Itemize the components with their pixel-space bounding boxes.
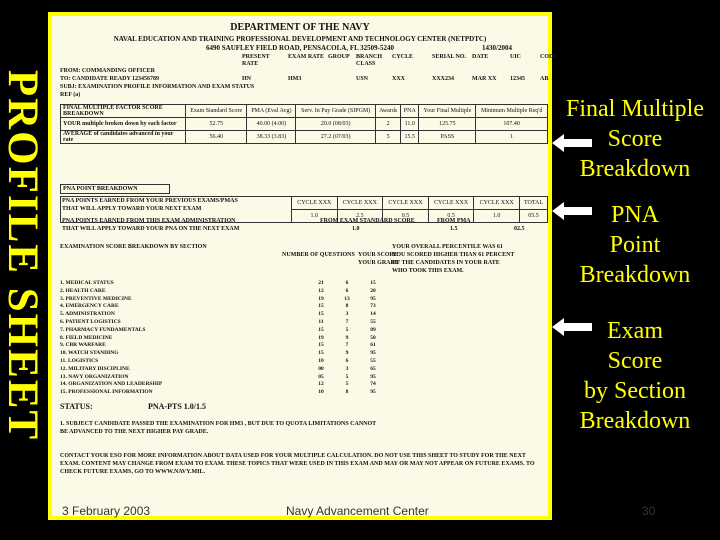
topic-row xyxy=(60,389,386,395)
topic-grade: 55 xyxy=(370,358,376,364)
footer-date: 3 February 2003 xyxy=(62,504,151,518)
address-col-value: 12345 xyxy=(510,76,525,82)
topic-row xyxy=(60,280,386,286)
note-line1: 1. SUBJECT CANDIDATE PASSED THE EXAMINATION FOR HM3 , BUT DUE TO QUOTA LIMITATIONS CANNOT xyxy=(60,421,377,427)
callout-pna: PNA Point Breakdown xyxy=(579,202,691,288)
topic-row xyxy=(60,350,386,356)
pna-value: 1.0 xyxy=(474,210,520,223)
pna-row2-val2: 1.5 xyxy=(450,226,458,232)
score-cell: 27.2 (07/03) xyxy=(296,131,376,144)
score-cell: 2 xyxy=(376,118,401,131)
score-row-label: YOUR multiple broken down by each factor xyxy=(61,118,186,131)
score-cell: 1 xyxy=(476,131,548,144)
address-col-value: XXX xyxy=(392,76,405,82)
address-col-value: HN xyxy=(242,76,251,82)
topic-grade: 20 xyxy=(370,287,376,294)
topic-name: 10. WATCH STANDING xyxy=(60,350,119,357)
pna-row2-label2: THAT WILL APPLY TOWARD YOUR PNA ON THE NEXT EXAM xyxy=(62,226,240,232)
score-table-header: Serv. In Pay Grade (SIPGM) xyxy=(296,105,376,118)
score-cell: 107.40 xyxy=(476,118,548,131)
topic-row xyxy=(60,381,386,387)
note-contact: CONTACT YOUR ESO FOR MORE INFORMATION ABOUT DATA USED FOR YOUR MULTIPLE CALCULATION. DO NOT USE THIS SHEET TO STUDY FOR THE NEXT EXAM. CONTENT MAY CHANGE FROM EXAM TO EXAM. THESE TOPICS THAT WERE USED IN THIS EXAM AND MAY OR MAY NOT APPEAR ON FUTURE EXAMS. TO CHECK FUTURE EXAMS, GO TO WWW.NAVY.MIL. xyxy=(60,453,535,475)
section-col-grade: YOUR GRADE xyxy=(358,260,399,266)
topic-questions: 15 xyxy=(318,311,324,318)
topic-score: 5 xyxy=(345,373,349,380)
section-title: EXAMINATION SCORE BREAKDOWN BY SECTION xyxy=(60,244,207,250)
section-col-questions: NUMBER OF QUESTIONS xyxy=(282,252,355,258)
topic-grade: 61 xyxy=(370,342,376,349)
address-col-header: GROUP xyxy=(328,54,350,60)
pna-value: 0.5 xyxy=(428,210,474,223)
topic-name: 2. HEALTH CARE xyxy=(60,287,106,294)
callout-exam-score: Exam Score by Section Breakdown xyxy=(579,318,691,434)
score-cell: 56.40 xyxy=(186,131,247,144)
topic-score: 7 xyxy=(345,319,349,325)
score-cell: 5 xyxy=(376,131,401,144)
pna-row2-total: 02.5 xyxy=(514,226,525,232)
topic-name: 14. ORGANIZATION AND LEADERSHIP xyxy=(60,381,163,388)
address-col-value: XXX234 xyxy=(432,76,454,82)
topic-questions: 05 xyxy=(318,373,324,380)
topic-score: 9 xyxy=(345,334,349,341)
topic-grade: 73 xyxy=(370,303,376,310)
topic-questions: 10 xyxy=(318,358,324,364)
pna-row2-val1: 1.0 xyxy=(352,226,360,232)
score-cell: 125.75 xyxy=(419,118,476,131)
topic-name: 1. MEDICAL STATUS xyxy=(60,280,114,286)
score-table-header: Your Final Multiple xyxy=(419,105,476,118)
final-multiple-table xyxy=(60,104,548,144)
topic-grade: 95 xyxy=(370,373,376,380)
topic-score: 8 xyxy=(345,303,349,310)
address-col-header: SERIAL NO. xyxy=(432,54,467,60)
note-line2: BE ADVANCED TO THE NEXT HIGHER PAY GRADE. xyxy=(60,429,209,435)
pna-row2-mid1: FROM EXAM STANDARD SCORE xyxy=(320,218,415,224)
topic-grade: 74 xyxy=(370,381,376,388)
section-col-score: YOUR SCORE xyxy=(358,252,398,258)
score-table-header: FINAL MULTIPLE FACTOR SCORE BREAKDOWN xyxy=(61,105,186,118)
sheet-title: DEPARTMENT OF THE NAVY xyxy=(230,22,370,33)
address-col-value: HM3 xyxy=(288,76,302,82)
pna-col-header: CYCLE XXX xyxy=(383,197,429,210)
topic-name: 13. NAVY ORGANIZATION xyxy=(60,373,129,380)
score-cell: 52.75 xyxy=(186,118,247,131)
subj-line: SUBJ: EXAMINATION PROFILE INFORMATION AND EXAM STATUS xyxy=(60,84,255,90)
status-label: STATUS: xyxy=(60,402,93,411)
topic-questions: 15 xyxy=(318,342,324,349)
pna-value: 05.5 xyxy=(519,210,547,223)
topic-name: 12. MILITARY DISCIPLINE xyxy=(60,365,130,372)
topic-score: 7 xyxy=(345,342,349,349)
topic-row xyxy=(60,342,386,348)
topic-grade: 95 xyxy=(370,295,376,302)
percentile-line4: WHO TOOK THIS EXAM. xyxy=(392,268,464,274)
score-table-header: PNA xyxy=(401,105,419,118)
status-value: PNA-PTS 1.0/1.5 xyxy=(148,402,206,411)
pna-col-header: CYCLE XXX xyxy=(428,197,474,210)
topic-grade: 95 xyxy=(370,350,376,357)
topic-grade: 50 xyxy=(370,334,376,341)
score-cell: 38.33 (3.83) xyxy=(247,131,296,144)
topic-questions: 11 xyxy=(318,319,324,325)
topic-score: 6 xyxy=(345,287,349,294)
topic-name: 4. EMERGENCY CARE xyxy=(60,303,119,310)
address-col-header: UIC xyxy=(510,54,522,60)
sheet-address-line: 6490 SAUFLEY FIELD ROAD, PENSACOLA, FL 32509-5240 xyxy=(206,44,394,52)
topic-grade: 14 xyxy=(370,311,376,318)
percentile-line2: YOU SCORED HIGHER THAN 61 PERCENT xyxy=(392,252,515,258)
topic-questions: 15 xyxy=(318,326,324,333)
address-col-header: PRESENT RATE xyxy=(242,54,270,67)
topic-row xyxy=(60,319,386,325)
score-table-header: Exam Standard Score xyxy=(186,105,247,118)
topic-score: 3 xyxy=(345,365,349,372)
score-cell: 15.5 xyxy=(401,131,419,144)
address-col-value: MAR XX xyxy=(472,76,497,82)
address-col-header: EXAM RATE xyxy=(288,54,325,60)
topic-name: 3. PREVENTIVE MEDICINE xyxy=(60,295,132,302)
topic-grade: 15 xyxy=(370,280,376,286)
address-col-header: CYCLE xyxy=(392,54,414,60)
topic-score: 9 xyxy=(345,350,349,357)
topic-questions: 08 xyxy=(318,365,324,372)
score-cell: 11.0 xyxy=(401,118,419,131)
topic-row xyxy=(60,374,386,380)
topic-grade: 55 xyxy=(370,319,376,325)
pna-col-header: CYCLE XXX xyxy=(474,197,520,210)
topic-grade: 95 xyxy=(370,389,376,396)
side-title: PROFILE SHEET xyxy=(0,69,47,441)
topic-questions: 21 xyxy=(318,280,324,286)
score-table-header: Awards xyxy=(376,105,401,118)
from-line: FROM: COMMANDING OFFICER xyxy=(60,68,155,74)
topic-row xyxy=(60,296,386,302)
callout-final-multiple: Final Multiple Score Breakdown xyxy=(566,96,704,182)
topic-grade: 65 xyxy=(370,365,376,372)
topic-row xyxy=(60,311,386,317)
topic-row xyxy=(60,358,386,364)
pna-row2-mid2: FROM PMA xyxy=(437,218,471,224)
score-table-header: PMA (Eval Avg) xyxy=(247,105,296,118)
sheet-code: 1430/2004 xyxy=(482,44,512,52)
profile-sheet-document xyxy=(48,12,558,520)
topic-questions: 12 xyxy=(318,287,324,294)
topic-score: 5 xyxy=(345,326,349,333)
page-number: 30 xyxy=(642,504,656,518)
topic-questions: 15 xyxy=(318,350,324,357)
topic-name: 6. PATIENT LOGISTICS xyxy=(60,319,121,325)
footer-org: Navy Advancement Center xyxy=(286,504,429,518)
pna-title: PNA POINT BREAKDOWN xyxy=(60,184,170,194)
sheet-org-line: NAVAL EDUCATION AND TRAINING PROFESSIONAL DEVELOPMENT AND TECHNOLOGY CENTER (NETPDTC) xyxy=(113,35,487,43)
topic-name: 11. LOGISTICS xyxy=(60,358,99,364)
address-col-header: BRANCH CLASS xyxy=(356,54,383,67)
pna-value: 1.0 xyxy=(292,210,338,223)
score-row-label: AVERAGE of candidates advanced in your rate xyxy=(61,131,186,144)
pna-row2-label: PNA POINTS EARNED FROM THIS EXAM ADMINISTRATION xyxy=(62,218,236,224)
topic-name: 7. PHARMACY FUNDAMENTALS xyxy=(60,326,146,333)
pna-row1-label: PNA POINTS EARNED FROM YOUR PREVIOUS EXAMS/PMAS xyxy=(62,198,238,204)
topic-grade: 89 xyxy=(370,326,376,333)
topic-name: 5. ADMINISTRATION xyxy=(60,311,115,318)
score-table-header: Minimum Multiple Req'd xyxy=(476,105,548,118)
topic-score: 5 xyxy=(345,381,349,388)
topic-name: 15. PROFESSIONAL INFORMATION xyxy=(60,389,153,396)
topic-name: 8. FIELD MEDICINE xyxy=(60,334,113,341)
topic-row xyxy=(60,303,386,309)
score-cell: 40.00 (4.00) xyxy=(247,118,296,131)
topic-questions: 12 xyxy=(318,381,324,388)
address-col-header: DATE xyxy=(472,54,489,60)
topic-row xyxy=(60,327,386,333)
percentile-line1: YOUR OVERALL PERCENTILE WAS 61 xyxy=(392,244,503,250)
pna-col-header: CYCLE XXX xyxy=(337,197,383,210)
percentile-line3: OF THE CANDIDATES IN YOUR RATE xyxy=(392,260,500,266)
topic-name: 9. CBR WARFARE xyxy=(60,342,106,349)
to-line: TO: CANDIDATE READY 123456789 xyxy=(60,76,160,82)
topic-score: 3 xyxy=(345,311,349,318)
score-cell: PASS xyxy=(419,131,476,144)
pna-value: 2.5 xyxy=(337,210,383,223)
address-col-value: USN xyxy=(356,76,369,82)
topic-questions: 19 xyxy=(318,334,324,341)
topic-score: 13 xyxy=(344,295,350,302)
topic-questions: 15 xyxy=(318,303,324,310)
topic-row xyxy=(60,288,386,294)
pna-row1-label2: THAT WILL APPLY TOWARD YOUR NEXT EXAM xyxy=(62,206,202,212)
pna-value: 0.5 xyxy=(383,210,429,223)
topic-score: 6 xyxy=(345,280,349,286)
score-cell: 20.0 (08/03) xyxy=(296,118,376,131)
topic-row xyxy=(60,335,386,341)
pna-col-header: TOTAL xyxy=(519,197,547,210)
topic-score: 6 xyxy=(345,358,349,364)
topic-score: 8 xyxy=(345,389,349,396)
topic-questions: 19 xyxy=(318,295,324,302)
address-col-value: AB xyxy=(540,76,549,82)
address-col-header: CODE xyxy=(540,54,558,60)
topic-row xyxy=(60,366,386,372)
pna-col-header: CYCLE XXX xyxy=(292,197,338,210)
topic-questions: 10 xyxy=(318,389,324,396)
ref-line: REF (a) xyxy=(60,92,81,98)
